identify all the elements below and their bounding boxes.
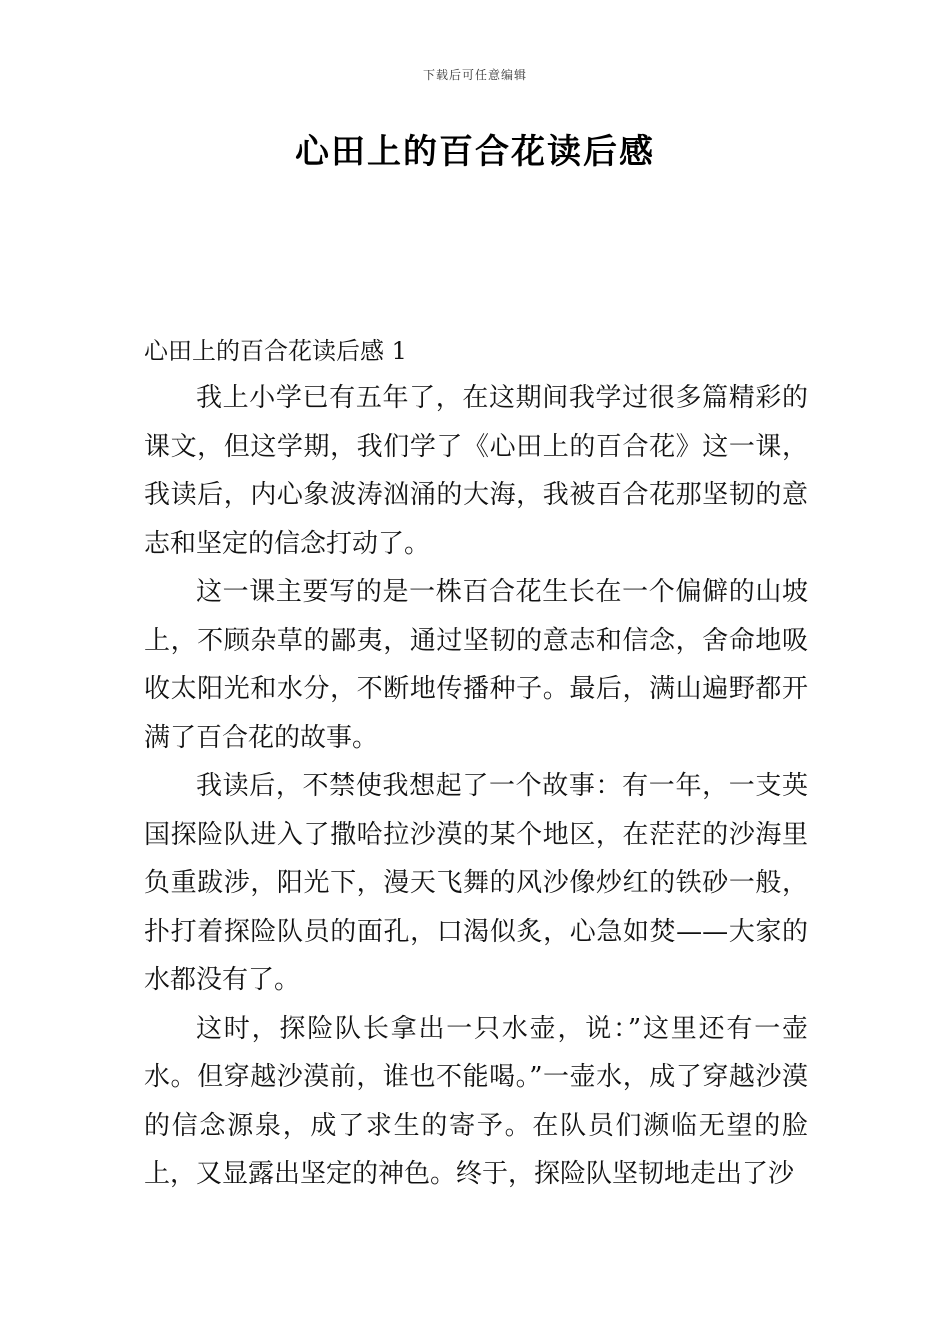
paragraph: 这一课主要写的是一株百合花生长在一个偏僻的山坡上，不顾杂草的鄙夷，通过坚韧的意志和信念，舍命地吸收太阳光和水分，不断地传播种子。最后，满山遍野都开满了百合花的故事。 <box>144 577 808 753</box>
paragraph: 我读后，不禁使我想起了一个故事：有一年，一支英国探险队进入了撒哈拉沙漠的某个地区，在茫茫的沙海里负重跋涉，阳光下，漫天飞舞的风沙像炒红的铁砂一般，扑打着探险队员的面孔，口渴似炙，心急如焚——大家的水都没有了。 <box>144 771 808 995</box>
document-body <box>144 328 808 1199</box>
document-title: 心田上的百合花读后感 <box>295 132 655 172</box>
paragraph: 我上小学已有五年了，在这期间我学过很多篇精彩的课文，但这学期，我们学了《心田上的百合花》这一课，我读后，内心象波涛汹涌的大海，我被百合花那坚韧的意志和坚定的信念打动了。 <box>144 383 808 559</box>
header-note: 下载后可任意编辑 <box>422 68 527 82</box>
section-heading: 心田上的百合花读后感 1 <box>144 337 407 365</box>
paragraph: 这时，探险队长拿出一只水壶，说：”这里还有一壶水。但穿越沙漠前，谁也不能喝。”一壶水，成了穿越沙漠的信念源泉，成了求生的寄予。在队员们濒临无望的脸上，又显露出坚定的神色。终于，探险队坚韧地走出了沙 <box>144 1013 808 1189</box>
